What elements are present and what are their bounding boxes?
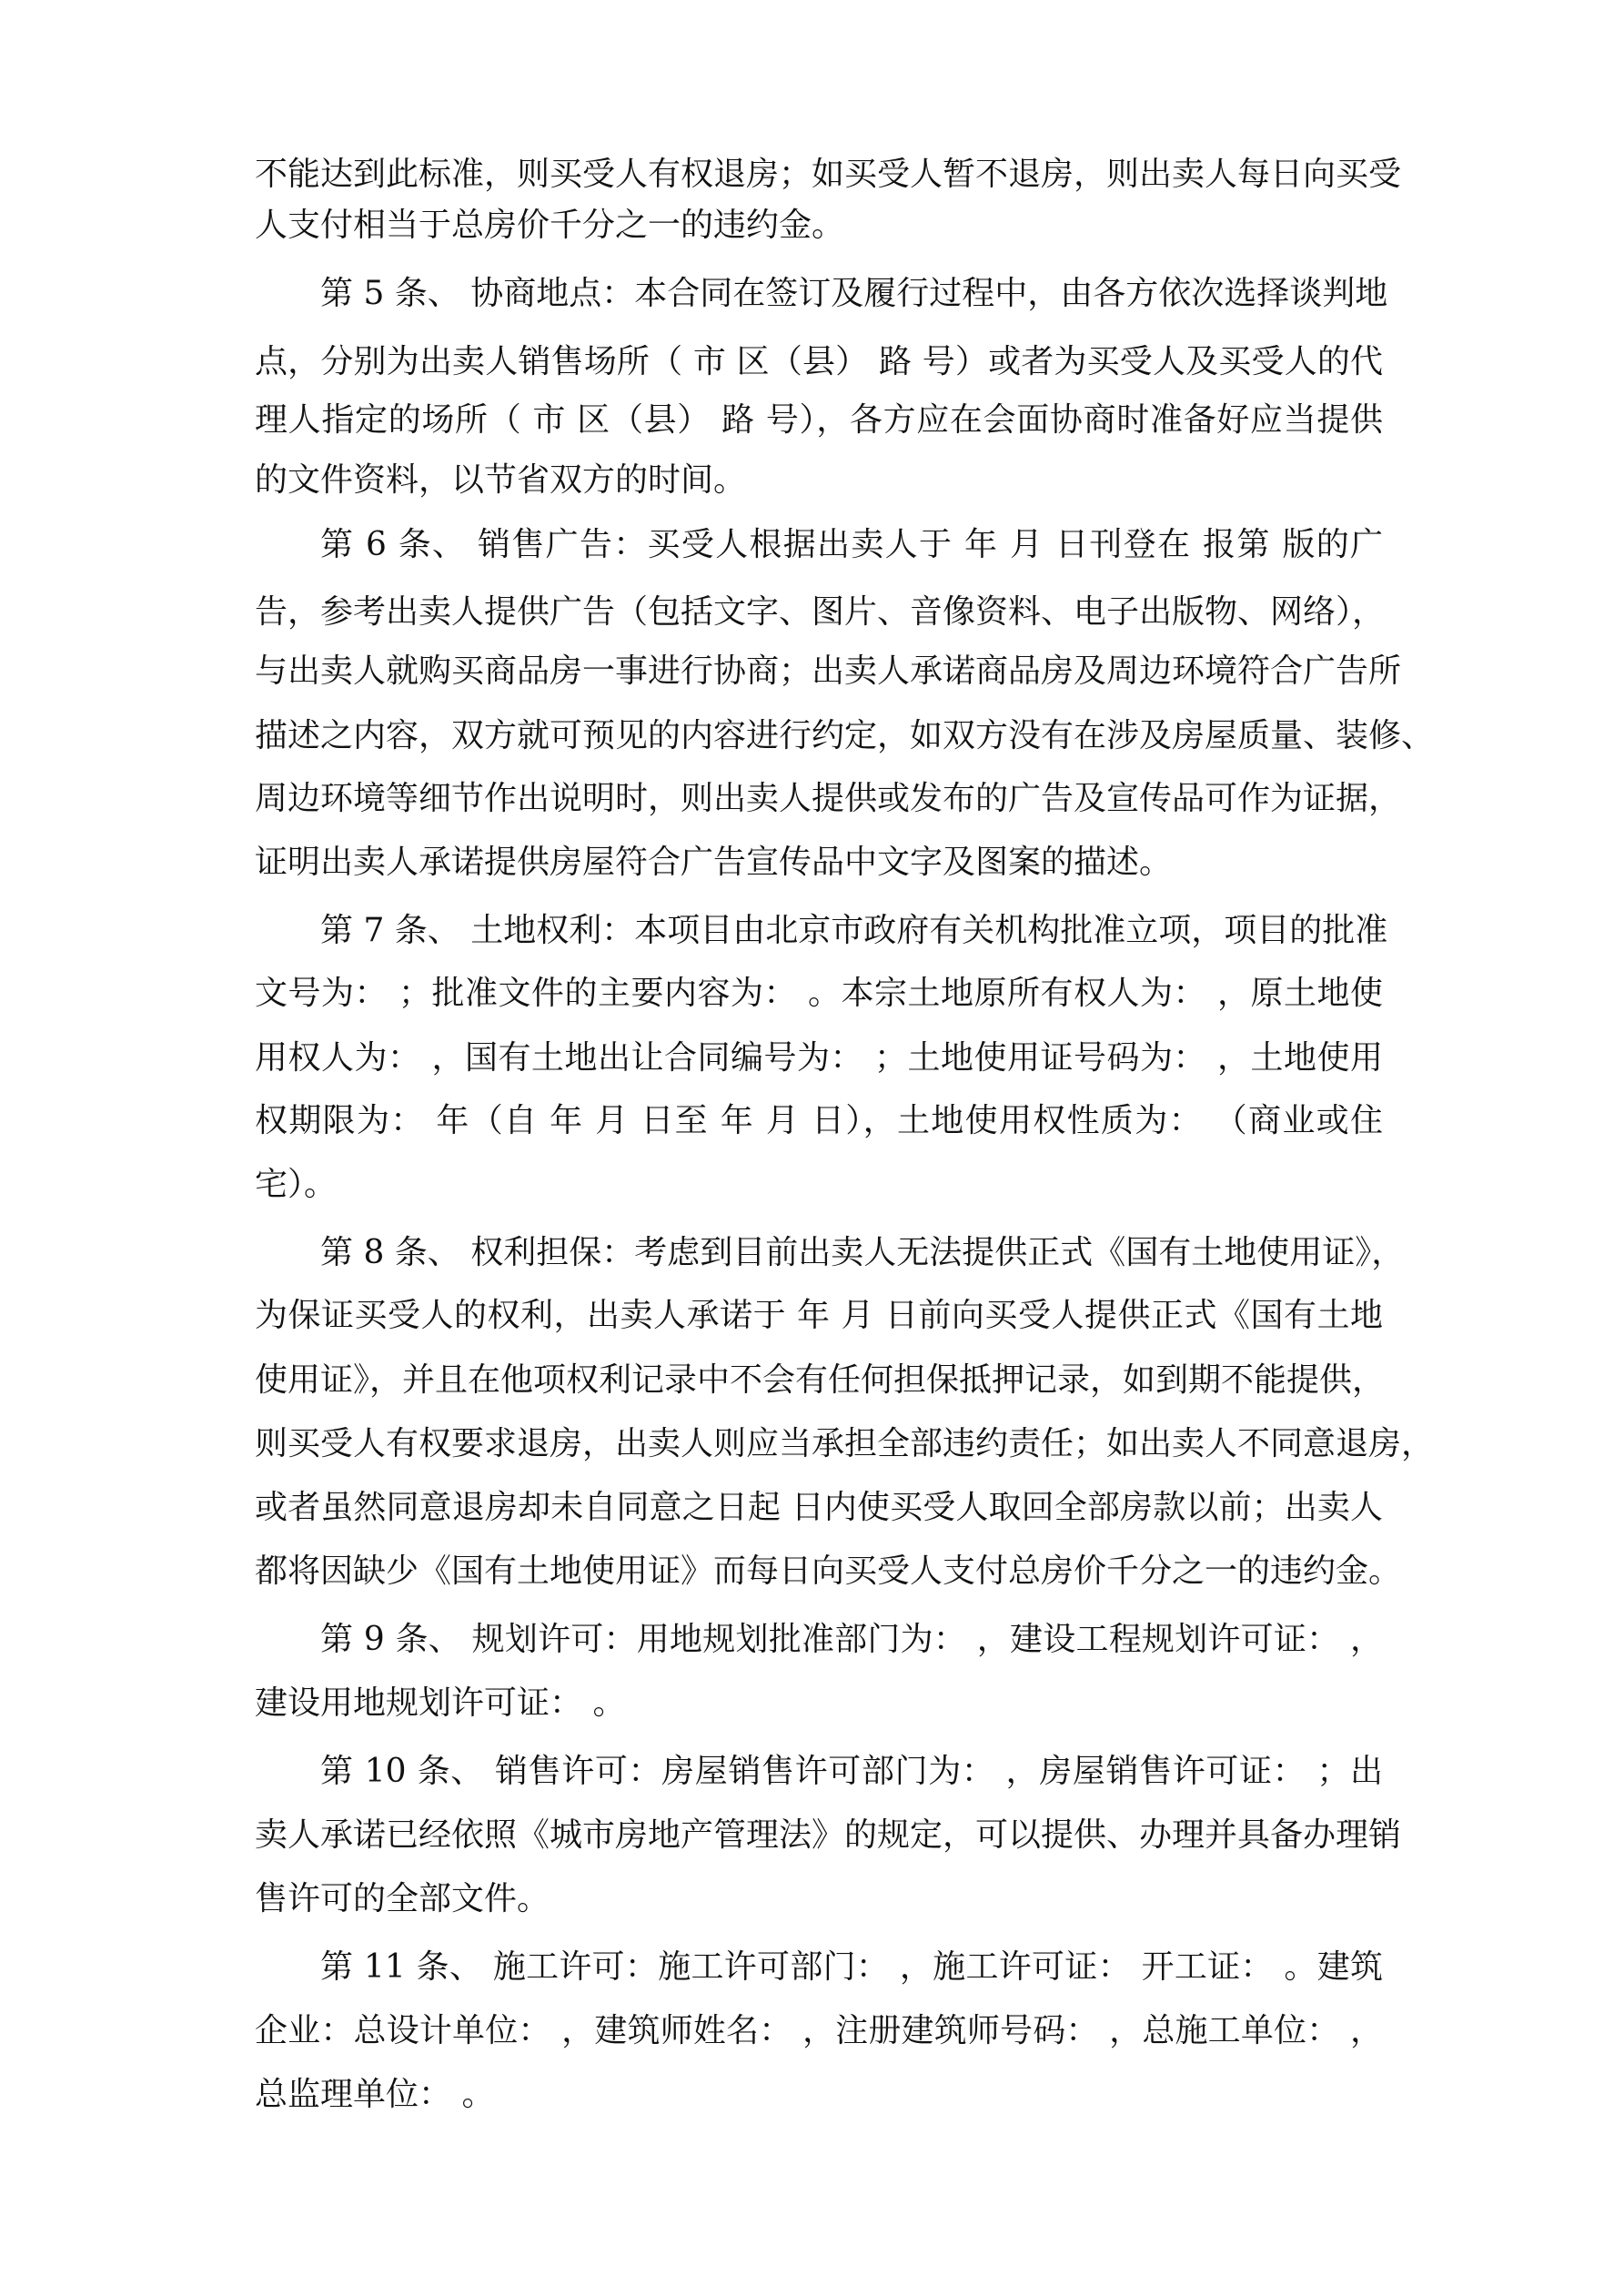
clause-9-line: 第 9 条、 规划许可：用地规划批准部门为： ，建设工程规划许可证： ，	[320, 1621, 1383, 1658]
clause-5-line: 第 5 条、 协商地点：本合同在签订及履行过程中，由各方依次选择谈判地	[320, 275, 1388, 312]
clause-10-line: 第 10 条、 销售许可：房屋销售许可部门为： ，房屋销售许可证： ；出	[320, 1753, 1383, 1790]
text-line: 都将因缺少《国有土地使用证》而每日向买受人支付总房价千分之一的违约金。	[255, 1553, 1402, 1590]
text-line: 使用证》，并且在他项权利记录中不会有任何担保抵押记录，如到期不能提供，	[255, 1361, 1386, 1399]
text-line: 告，参考出卖人提供广告（包括文字、图片、音像资料、电子出版物、网络），	[255, 593, 1386, 631]
text-line: 用权人为： ，国有土地出让合同编号为： ；土地使用证号码为： ，土地使用	[255, 1039, 1383, 1077]
text-line: 文号为： ；批准文件的主要内容为： 。本宗土地原所有权人为： ，原土地使	[255, 975, 1383, 1012]
text-line: 售许可的全部文件。	[255, 1880, 550, 1917]
text-line: 点，分别为出卖人销售场所（ 市 区（县） 路 号）或者为买受人及买受人的代	[255, 343, 1383, 380]
text-line: 理人指定的场所（ 市 区（县） 路 号），各方应在会面协商时准备好应当提供	[255, 401, 1383, 439]
clause-6-line: 第 6 条、 销售广告：买受人根据出卖人于 年 月 日刊登在 报第 版的广	[320, 526, 1383, 563]
text-line: 卖人承诺已经依照《城市房地产管理法》的规定，可以提供、办理并具备办理销	[255, 1816, 1402, 1854]
text-line: 企业：总设计单位： ，建筑师姓名： ，注册建筑师号码： ，总施工单位： ，	[255, 2012, 1383, 2049]
text-line: 建设用地规划许可证： 。	[255, 1684, 626, 1722]
text-line: 总监理单位： 。	[255, 2076, 495, 2113]
clause-8-line: 第 8 条、 权利担保：考虑到目前出卖人无法提供正式《国有土地使用证》，	[320, 1234, 1405, 1271]
text-line: 与出卖人就购买商品房一事进行协商；出卖人承诺商品房及周边环境符合广告所	[255, 652, 1402, 690]
text-line: 证明出卖人承诺提供房屋符合广告宣传品中文字及图案的描述。	[255, 844, 1173, 881]
text-line: 或者虽然同意退房却未自同意之日起 日内使买受人取回全部房款以前；出卖人	[255, 1489, 1383, 1526]
clause-7-line: 第 7 条、 土地权利：本项目由北京市政府有关机构批准立项，项目的批准	[320, 912, 1388, 949]
text-line: 不能达到此标准，则买受人有权退房；如买受人暂不退房，则出卖人每日向买受	[255, 156, 1402, 193]
text-line: 的文件资料，以节省双方的时间。	[255, 461, 747, 499]
text-line: 则买受人有权要求退房，出卖人则应当承担全部违约责任；如出卖人不同意退房，	[255, 1425, 1435, 1462]
text-line: 描述之内容，双方就可预见的内容进行约定，如双方没有在涉及房屋质量、装修、	[255, 717, 1435, 754]
text-line: 为保证买受人的权利，出卖人承诺于 年 月 日前向买受人提供正式《国有土地	[255, 1297, 1383, 1334]
text-line: 人支付相当于总房价千分之一的违约金。	[255, 207, 845, 244]
text-line: 周边环境等细节作出说明时，则出卖人提供或发布的广告及宣传品可作为证据，	[255, 780, 1402, 817]
text-line: 权期限为： 年（自 年 月 日至 年 月 日），土地使用权性质为： （商业或住	[255, 1102, 1383, 1139]
text-line: 宅）。	[255, 1166, 338, 1203]
clause-11-line: 第 11 条、 施工许可：施工许可部门： ，施工许可证： 开工证： 。建筑	[320, 1948, 1383, 1986]
